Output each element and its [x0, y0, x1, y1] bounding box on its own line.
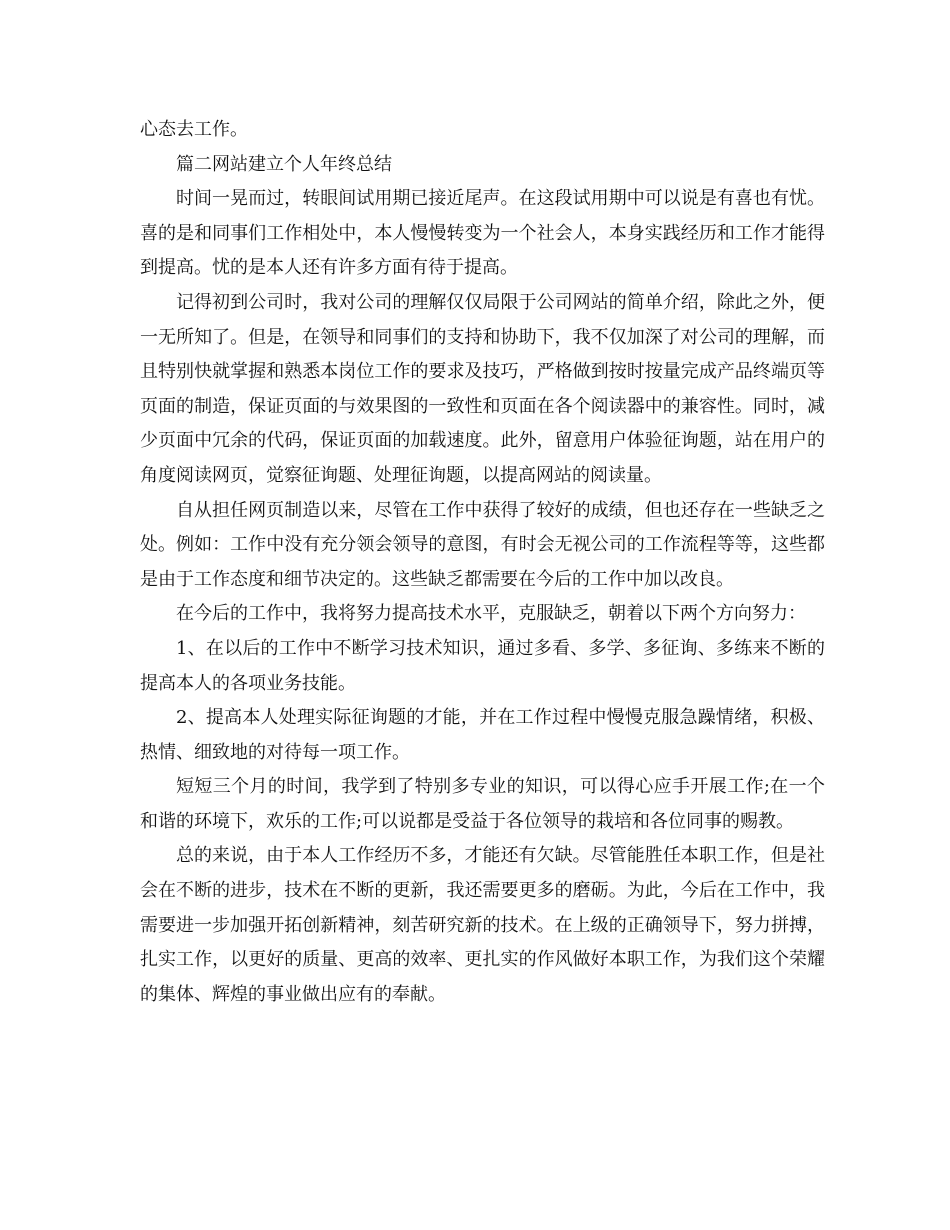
paragraph: 时间一晃而过，转眼间试用期已接近尾声。在这段试用期中可以说是有喜也有忧。喜的是和同事们工作相处中，本人慢慢转变为一个社会人，本身实践经历和工作才能得到提高。忧的是本人还有许多方面有待于提高。 [140, 188, 825, 279]
paragraph: 总的来说，由于本人工作经历不多，才能还有欠缺。尽管能胜任本职工作，但是社会在不断的进步，技术在不断的更新，我还需要更多的磨砺。为此，今后在工作中，我需要进一步加强开拓创新精神，刻苦研究新的技术。在上级的正确领导下，努力拼搏，扎实工作，以更好的质量、更高的效率、更扎实的作风做好本职工作，为我们这个荣耀的集体、辉煌的事业做出应有的奉献。 [140, 845, 825, 1005]
paragraph-continuation: 心态去工作。 [140, 119, 248, 140]
paragraph: 记得初到公司时，我对公司的理解仅仅局限于公司网站的简单介绍，除此之外，便一无所知了。但是，在领导和同事们的支持和协助下，我不仅加深了对公司的理解，而且特别快就掌握和熟悉本岗位工作的要求及技巧，严格做到按时按量完成产品终端页等页面的制造，保证页面的与效果图的一致性和页面在各个阅读器中的兼容性。同时，减少页面中冗余的代码，保证页面的加载速度。此外，留意用户体验征询题，站在用户的角度阅读网页，觉察征询题、处理征询题，以提高网站的阅读量。 [140, 291, 825, 486]
paragraph: 自从担任网页制造以来，尽管在工作中获得了较好的成绩，但也还存在一些缺乏之处。例如：工作中没有充分领会领导的意图，有时会无视公司的工作流程等等，这些都是由于工作态度和细节决定的。这些缺乏都需要在今后的工作中加以改良。 [140, 499, 825, 590]
list-item: 2、提高本人处理实际征询题的才能，并在工作过程中慢慢克服急躁情绪，积极、热情、细致地的对待每一项工作。 [140, 707, 825, 763]
paragraph: 短短三个月的时间，我学到了特别多专业的知识，可以得心应手开展工作;在一个和谐的环境下，欢乐的工作;可以说都是受益于各位领导的栽培和各位同事的赐教。 [140, 776, 825, 832]
list-item: 1、在以后的工作中不断学习技术知识，通过多看、多学、多征询、多练来不断的提高本人的各项业务技能。 [140, 637, 825, 694]
section-heading: 篇二网站建立个人年终总结 [176, 153, 392, 175]
document-body [140, 113, 825, 1012]
paragraph: 在今后的工作中，我将努力提高技术水平，克服缺乏，朝着以下两个方向努力： [176, 603, 806, 625]
